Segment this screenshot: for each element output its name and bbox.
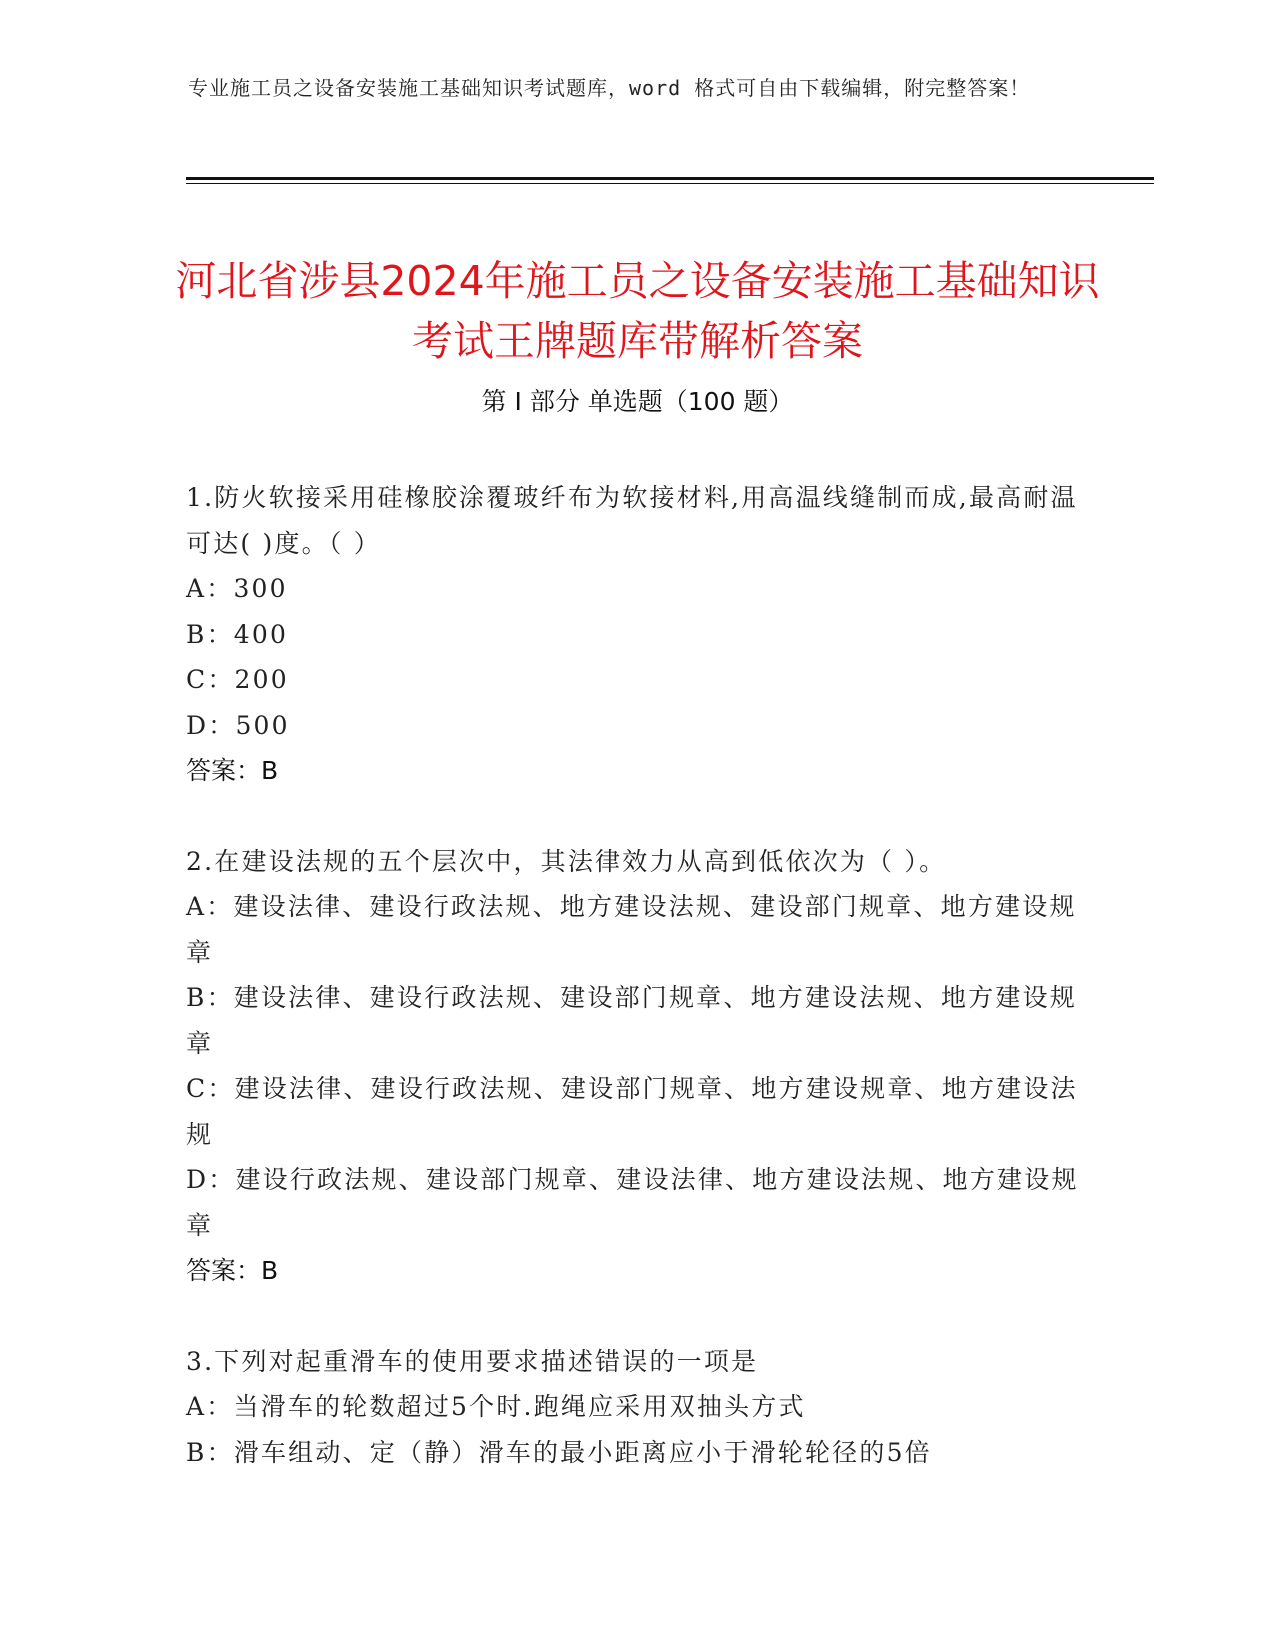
- option-c: C：建设法律、建设行政法规、建设部门规章、地方建设规章、地方建设法规: [186, 1074, 1078, 1149]
- question-spacer: [186, 1294, 1086, 1339]
- header-divider-thick: [186, 177, 1154, 180]
- option-a: A：300: [186, 574, 288, 603]
- option-c: C：200: [186, 665, 289, 694]
- option-d: D：500: [186, 710, 290, 740]
- question-stem: 2.在建设法规的五个层次中，其法律效力从高到低依次为（ ）。: [186, 846, 947, 876]
- question-stem: 3.下列对起重滑车的使用要求描述错误的一项是: [186, 1346, 759, 1376]
- answer-line: 答案：B: [186, 1256, 279, 1285]
- answer-line: 答案：B: [186, 756, 279, 785]
- option-a: A：当滑车的轮数超过5个时.跑绳应采用双抽头方式: [186, 1392, 806, 1421]
- header-divider-thin: [186, 183, 1154, 184]
- question-3: [186, 1339, 1086, 1476]
- question-stem: 1.防火软接采用硅橡胶涂覆玻纤布为软接材料,用高温线缝制而成,最高耐温可达( )度。（ ）: [186, 483, 1078, 558]
- question-2: [186, 839, 1086, 1294]
- question-list: [186, 475, 1086, 1475]
- document-title: 河北省涉县2024年施工员之设备安装施工基础知识考试王牌题库带解析答案: [175, 257, 1100, 366]
- section-title: 第 I 部分 单选题（100 题）: [481, 387, 794, 416]
- question-spacer: [186, 794, 1086, 839]
- option-b: B：建设法律、建设行政法规、建设部门规章、地方建设法规、地方建设规章: [186, 983, 1077, 1058]
- option-b: B：滑车组动、定（静）滑车的最小距离应小于滑轮轮径的5倍: [186, 1437, 932, 1467]
- option-d: D：建设行政法规、建设部门规章、建设法律、地方建设法规、地方建设规章: [186, 1165, 1079, 1240]
- question-1: [186, 475, 1086, 794]
- option-a: A：建设法律、建设行政法规、地方建设法规、建设部门规章、地方建设规章: [186, 892, 1077, 967]
- header-note: 专业施工员之设备安装施工基础知识考试题库，word 格式可自由下载编辑，附完整答案！: [188, 76, 1031, 100]
- option-b: B：400: [186, 619, 289, 649]
